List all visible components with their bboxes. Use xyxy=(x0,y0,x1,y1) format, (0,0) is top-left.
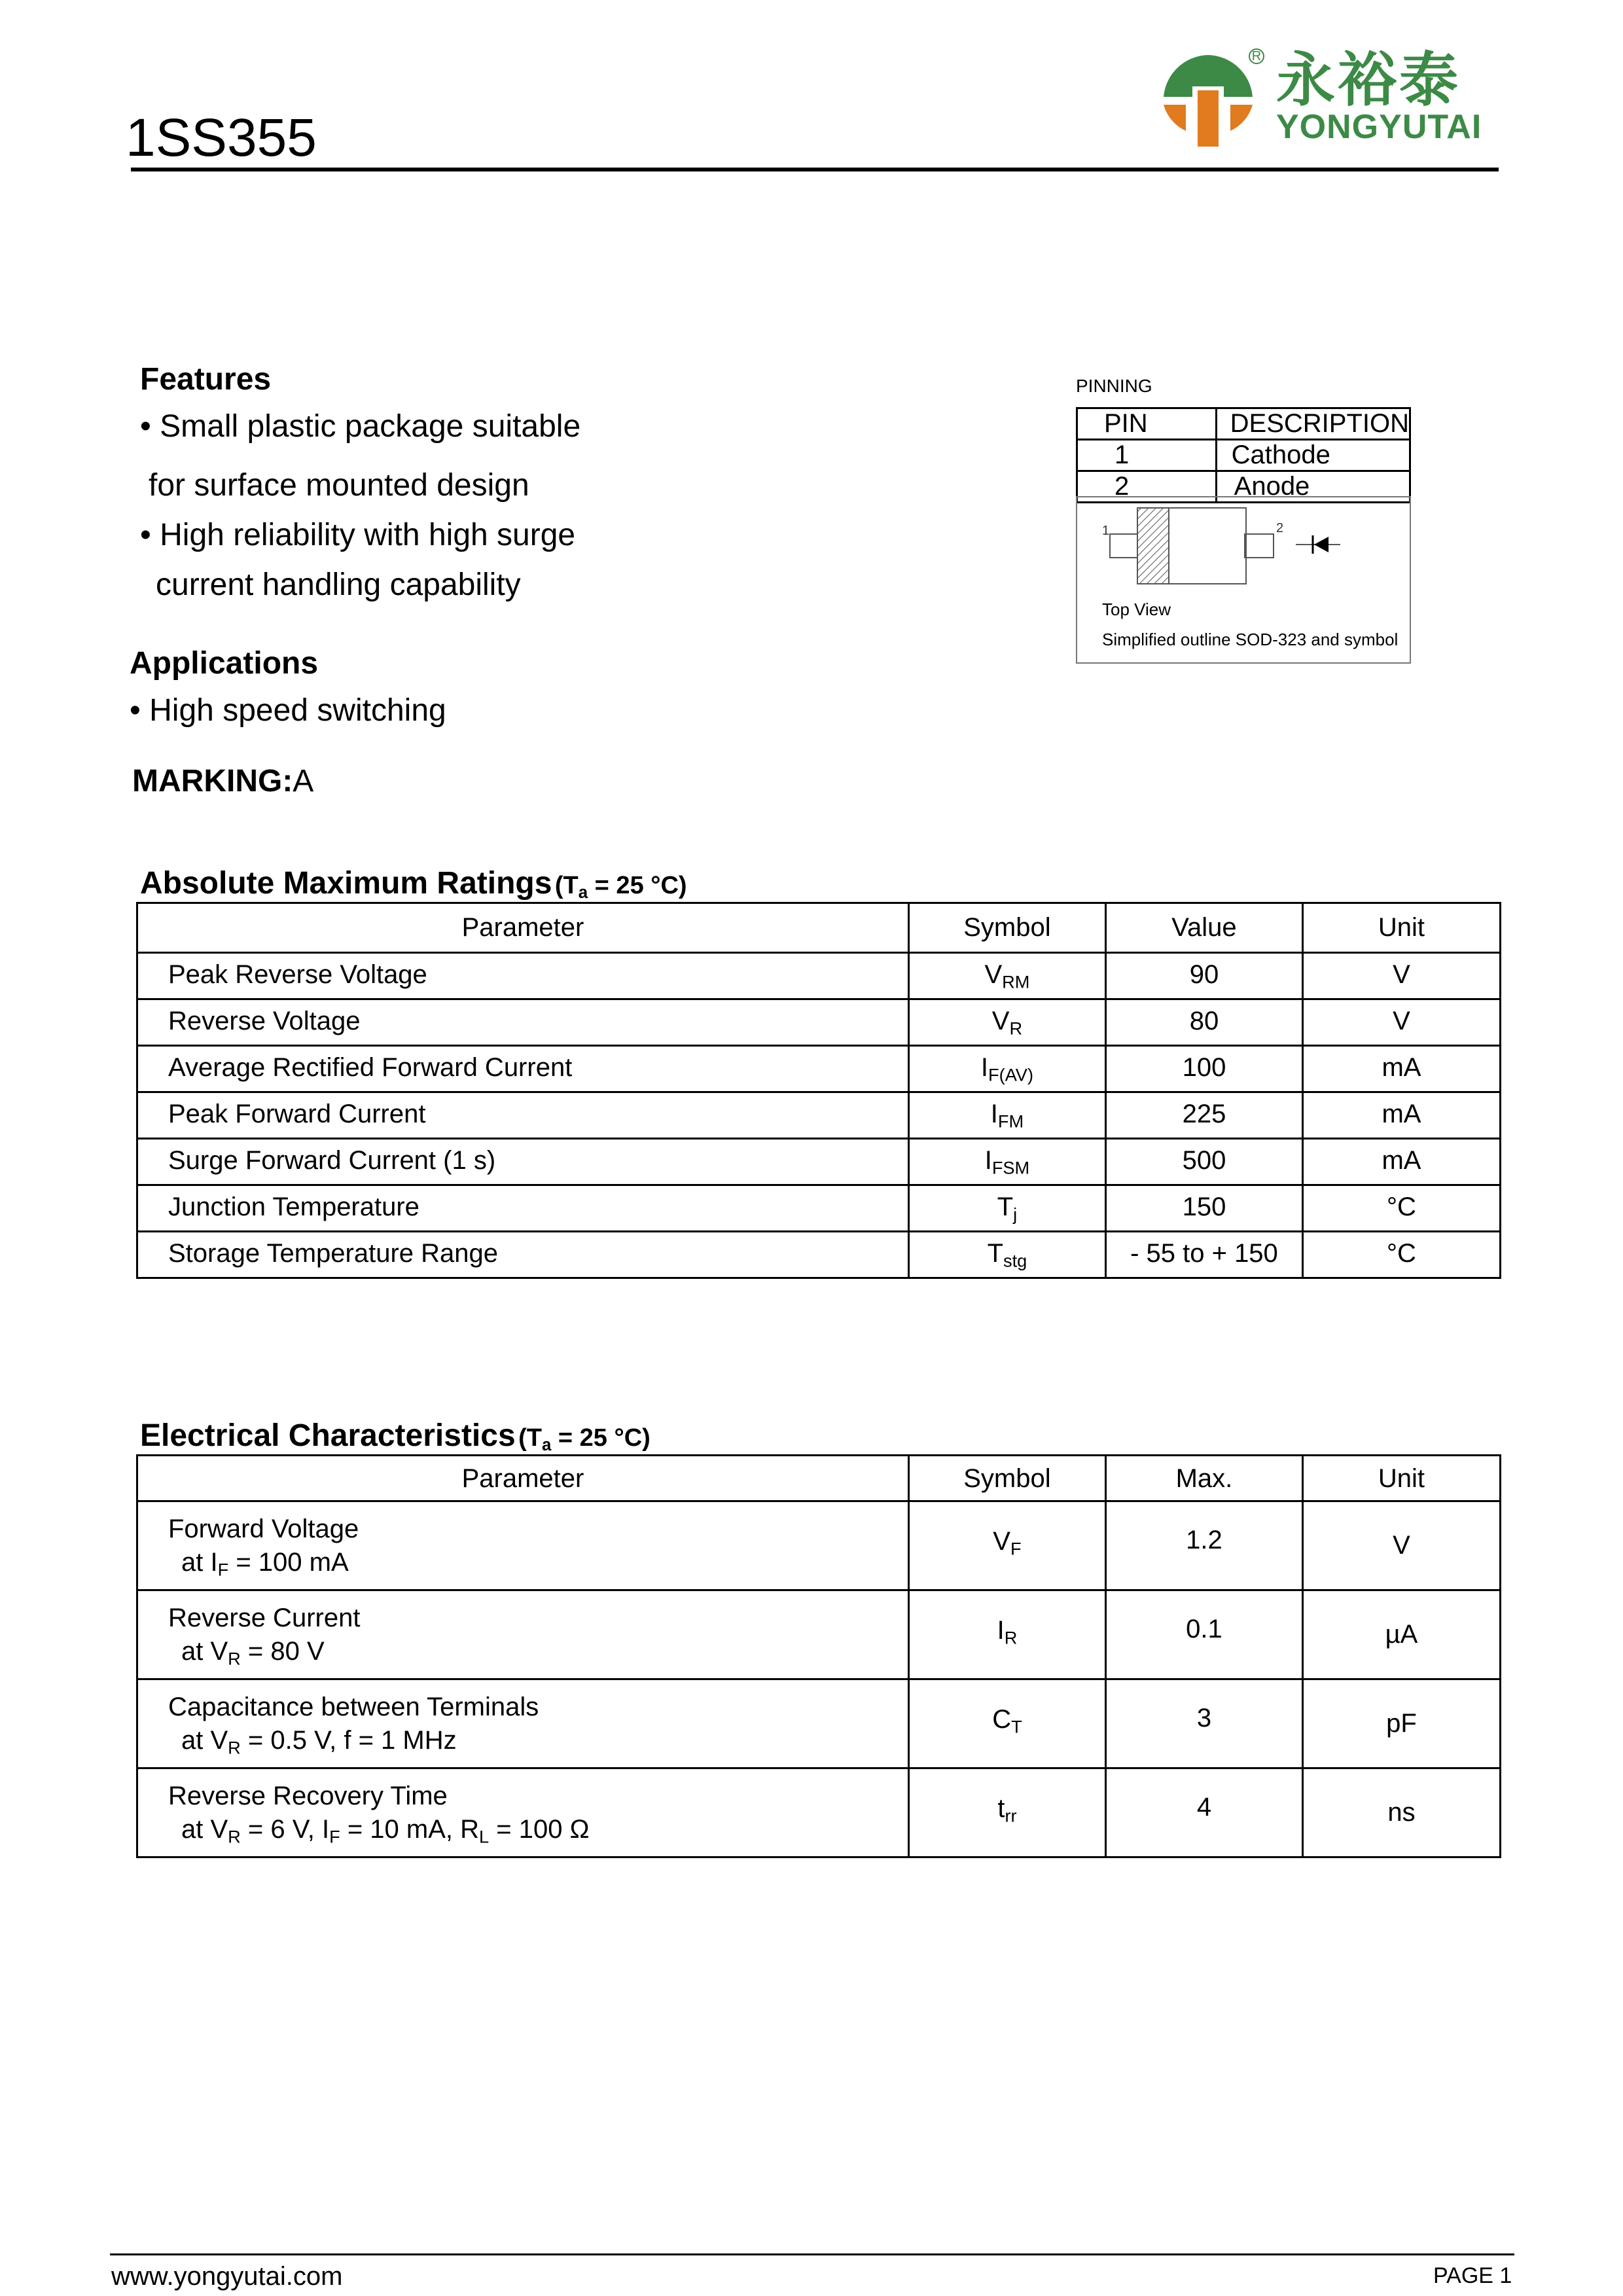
pin2-label: 2 xyxy=(1276,521,1284,535)
max-cell: 3 xyxy=(1105,1679,1302,1768)
logo-english-name: YONGYUTAI xyxy=(1276,108,1482,146)
symbol-cell xyxy=(908,999,1105,1046)
condition-subscript: L xyxy=(479,1826,490,1847)
symbol-subscript: FSM xyxy=(991,1157,1030,1178)
abs-max-row xyxy=(137,953,1501,999)
unit-cell: ns xyxy=(1302,1768,1500,1857)
symbol-letter: V xyxy=(993,1527,1010,1556)
abs-max-row xyxy=(137,1185,1501,1232)
feature-line-4: current handling capability xyxy=(156,567,521,602)
desc-col-header: DESCRIPTION xyxy=(1216,408,1410,440)
abs-max-row xyxy=(137,999,1501,1046)
feature-line-2: for surface mounted design xyxy=(149,468,529,503)
param-cell: Reverse Voltage xyxy=(137,999,909,1046)
abs-max-row xyxy=(137,1139,1501,1185)
symbol-cell xyxy=(908,1232,1105,1278)
abs-max-table xyxy=(136,902,1501,1279)
symbol-subscript: j xyxy=(1013,1204,1018,1225)
symbol-cell xyxy=(908,1092,1105,1139)
symbol-subscript: R xyxy=(1009,1018,1023,1039)
condition-text: = 100 mA xyxy=(228,1548,349,1577)
param-header: Parameter xyxy=(137,1456,909,1501)
param-cell: Peak Reverse Voltage xyxy=(137,953,909,999)
pin-col-header: PIN xyxy=(1077,408,1217,440)
unit-cell: V xyxy=(1302,999,1500,1046)
param-cell: Peak Forward Current xyxy=(137,1092,909,1139)
pin-description: Cathode xyxy=(1216,440,1410,471)
elec-cond-post: = 25 °C) xyxy=(551,1424,651,1452)
unit-cell: pF xyxy=(1302,1679,1500,1768)
symbol-letter: V xyxy=(991,1007,1010,1035)
logo-mark-icon xyxy=(1156,51,1260,149)
symbol-cell xyxy=(908,1185,1105,1232)
unit-cell: mA xyxy=(1302,1139,1500,1185)
value-cell: 500 xyxy=(1105,1139,1302,1185)
symbol-header: Symbol xyxy=(908,1456,1105,1501)
unit-header: Unit xyxy=(1302,1456,1500,1501)
elec-heading: Electrical Characteristics xyxy=(140,1418,516,1453)
value-cell: - 55 to + 150 xyxy=(1105,1232,1302,1278)
pin-number: 1 xyxy=(1077,440,1217,471)
symbol-subscript: T xyxy=(1011,1716,1022,1737)
max-header: Max. xyxy=(1105,1456,1302,1501)
unit-cell: mA xyxy=(1302,1046,1500,1092)
applications-heading: Applications xyxy=(130,646,319,681)
param-condition xyxy=(168,1812,908,1846)
unit-header: Unit xyxy=(1302,903,1500,953)
condition-text: = 80 V xyxy=(240,1637,325,1666)
param-header: Parameter xyxy=(137,903,909,953)
condition-subscript: R xyxy=(228,1826,241,1847)
param-name: Reverse Current xyxy=(168,1604,361,1632)
symbol-cell xyxy=(908,953,1105,999)
condition-subscript: R xyxy=(228,1648,241,1669)
pin1-label: 1 xyxy=(1102,524,1110,538)
unit-cell: µA xyxy=(1302,1590,1500,1679)
symbol-cell xyxy=(908,1679,1105,1768)
abs-max-title xyxy=(140,866,687,903)
param-cell xyxy=(137,1501,909,1590)
unit-cell: mA xyxy=(1302,1092,1500,1139)
outline-caption: Simplified outline SOD-323 and symbol xyxy=(1102,630,1399,649)
footer-page-number: PAGE 1 xyxy=(1433,2263,1512,2288)
symbol-letter: I xyxy=(984,1146,992,1175)
elec-cond-sub: a xyxy=(541,1436,552,1455)
param-cell: Storage Temperature Range xyxy=(137,1232,909,1278)
elec-title xyxy=(140,1418,651,1455)
symbol-subscript: R xyxy=(1004,1627,1018,1648)
unit-cell: V xyxy=(1302,953,1500,999)
abs-max-cond-sub: a xyxy=(578,884,588,903)
symbol-letter: I xyxy=(980,1053,989,1082)
symbol-subscript: RM xyxy=(1002,971,1030,992)
symbol-letter: T xyxy=(987,1239,1004,1268)
part-number-title: 1SS355 xyxy=(126,108,317,168)
abs-max-heading: Absolute Maximum Ratings xyxy=(140,866,552,901)
param-cell xyxy=(137,1679,909,1768)
value-cell: 150 xyxy=(1105,1185,1302,1232)
symbol-header: Symbol xyxy=(908,903,1105,953)
value-cell: 225 xyxy=(1105,1092,1302,1139)
elec-row xyxy=(137,1501,1501,1590)
param-cell: Junction Temperature xyxy=(137,1185,909,1232)
symbol-subscript: stg xyxy=(1003,1250,1027,1271)
footer-website: www.yongyutai.com xyxy=(111,2262,343,2291)
param-cell: Surge Forward Current (1 s) xyxy=(137,1139,909,1185)
condition-text: = 100 Ω xyxy=(489,1815,590,1844)
param-cell: Average Rectified Forward Current xyxy=(137,1046,909,1092)
features-heading: Features xyxy=(140,362,272,397)
param-name: Forward Voltage xyxy=(168,1515,359,1543)
feature-line-3: • High reliability with high surge xyxy=(140,518,576,552)
symbol-letter: I xyxy=(997,1616,1005,1645)
feature-line-1: • Small plastic package suitable xyxy=(140,409,581,444)
unit-cell: °C xyxy=(1302,1232,1500,1278)
condition-text: at V xyxy=(181,1637,228,1666)
symbol-subscript: rr xyxy=(1005,1805,1017,1826)
param-condition xyxy=(168,1634,908,1668)
value-cell: 90 xyxy=(1105,953,1302,999)
title-rule xyxy=(131,168,1499,171)
param-name: Reverse Recovery Time xyxy=(168,1782,448,1810)
marking-label: MARKING: xyxy=(132,764,293,798)
max-cell: 0.1 xyxy=(1105,1590,1302,1679)
condition-subscript: F xyxy=(217,1559,229,1580)
elec-row xyxy=(137,1679,1501,1768)
condition-text: = 0.5 V, f = 1 MHz xyxy=(240,1726,457,1755)
value-header: Value xyxy=(1105,903,1302,953)
elec-table xyxy=(136,1454,1501,1858)
abs-max-cond: (T xyxy=(554,872,579,899)
pin-description: Anode xyxy=(1216,471,1410,503)
value-cell: 100 xyxy=(1105,1046,1302,1092)
marking xyxy=(132,766,313,797)
footer-rule xyxy=(110,2253,1514,2255)
marking-value: A xyxy=(293,764,314,798)
symbol-cell xyxy=(908,1590,1105,1679)
abs-max-row xyxy=(137,1046,1501,1092)
elec-row xyxy=(137,1590,1501,1679)
condition-text: at V xyxy=(181,1726,228,1755)
symbol-cell xyxy=(908,1501,1105,1590)
pinning-heading: PINNING xyxy=(1076,376,1152,396)
symbol-letter: I xyxy=(990,1100,998,1128)
abs-max-row xyxy=(137,1092,1501,1139)
symbol-letter: t xyxy=(997,1794,1005,1823)
elec-cond: (T xyxy=(518,1424,542,1452)
param-condition xyxy=(168,1545,908,1579)
max-cell: 4 xyxy=(1105,1768,1302,1857)
condition-subscript: R xyxy=(228,1737,241,1758)
symbol-cell xyxy=(908,1046,1105,1092)
param-cell xyxy=(137,1590,909,1679)
value-cell: 80 xyxy=(1105,999,1302,1046)
symbol-letter: C xyxy=(992,1705,1012,1734)
unit-cell: V xyxy=(1302,1501,1500,1590)
application-line-1: • High speed switching xyxy=(130,693,446,728)
param-condition xyxy=(168,1723,908,1757)
logo-chinese-name: 永裕泰 xyxy=(1276,46,1461,115)
condition-text: = 6 V, I xyxy=(240,1815,330,1844)
condition-subscript: F xyxy=(329,1826,340,1847)
registered-mark: R xyxy=(1249,48,1264,64)
param-name: Capacitance between Terminals xyxy=(168,1693,539,1721)
abs-max-cond-post: = 25 °C) xyxy=(588,872,687,899)
symbol-letter: T xyxy=(997,1193,1014,1221)
package-outline-box xyxy=(1076,496,1411,664)
symbol-cell xyxy=(908,1139,1105,1185)
top-view-label: Top View xyxy=(1102,600,1171,619)
pinning-table xyxy=(1076,407,1411,503)
condition-text: at V xyxy=(181,1815,228,1844)
symbol-cell xyxy=(908,1768,1105,1857)
unit-cell: °C xyxy=(1302,1185,1500,1232)
condition-text: at I xyxy=(181,1548,218,1577)
condition-text: = 10 mA, R xyxy=(340,1815,480,1844)
symbol-subscript: F(AV) xyxy=(988,1064,1033,1085)
abs-max-row xyxy=(137,1232,1501,1278)
pin-number: 2 xyxy=(1077,471,1217,503)
elec-row xyxy=(137,1768,1501,1857)
symbol-subscript: FM xyxy=(997,1111,1024,1132)
param-cell xyxy=(137,1768,909,1857)
symbol-subscript: F xyxy=(1010,1538,1022,1559)
symbol-letter: V xyxy=(984,960,1003,989)
max-cell: 1.2 xyxy=(1105,1501,1302,1590)
